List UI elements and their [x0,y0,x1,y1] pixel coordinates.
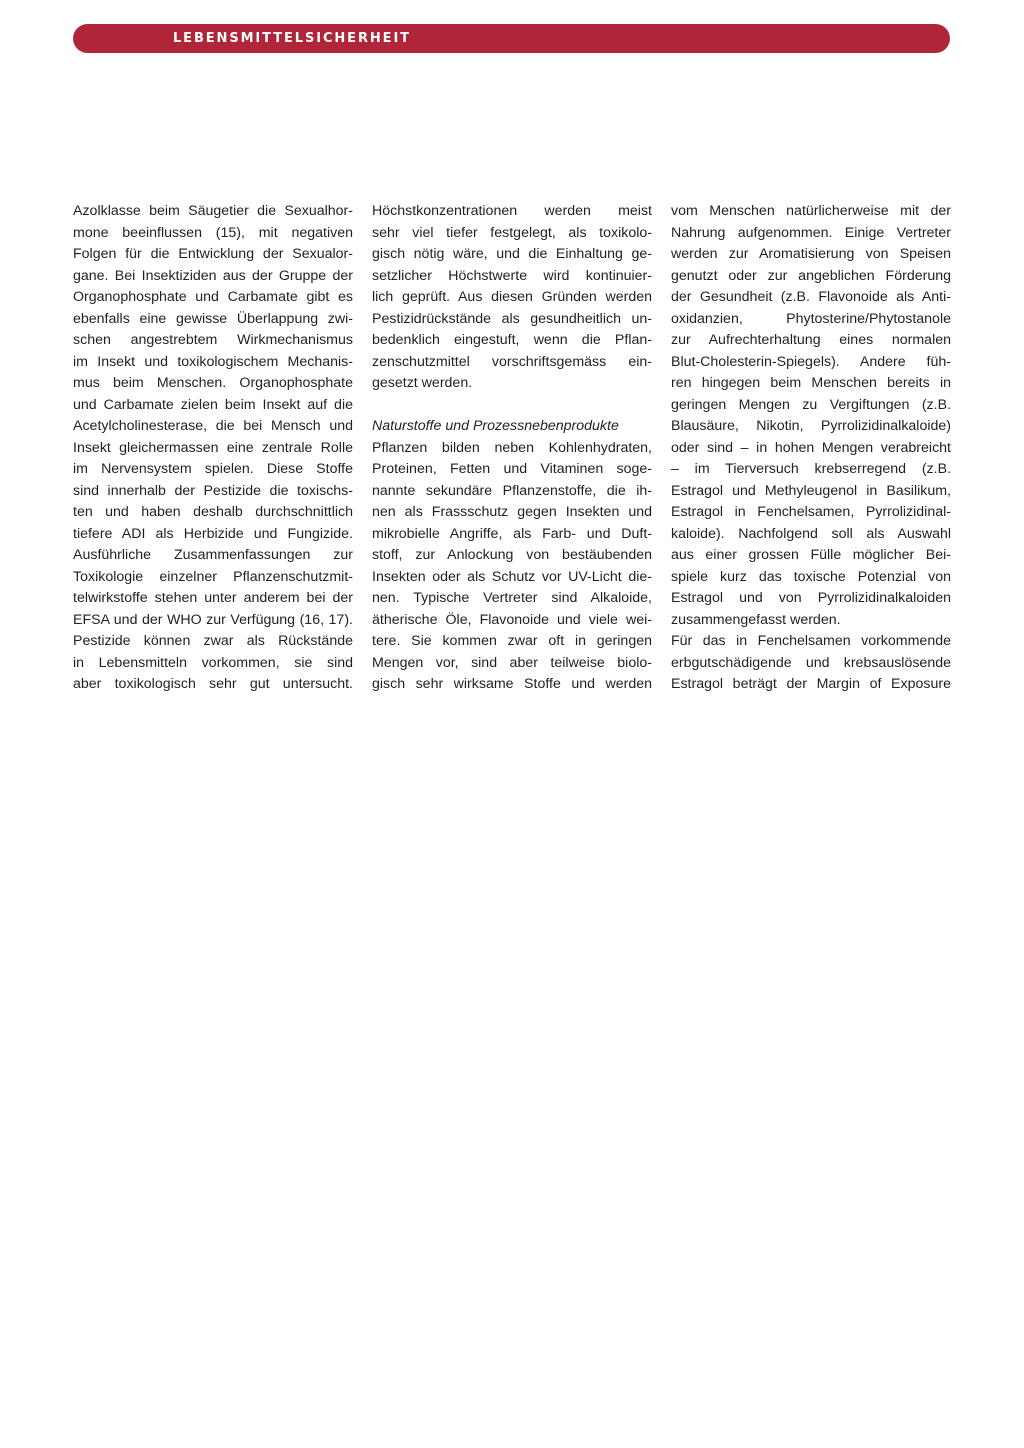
text-line: aus einer grossen Fülle möglicher Bei- [671,547,951,563]
text-line: Pflanzen bilden neben Kohlenhydraten, [372,439,652,456]
section-title: LEBENSMITTELSICHERHEIT [173,31,411,46]
text-line: genutzt oder zur angeblichen Förderung [671,267,951,284]
text-line: nen. Typische Vertreter sind Alkaloide, [372,590,652,606]
text-line: nen als Frassschutz gegen Insekten und [372,504,652,520]
text-line: ren hingegen beim Menschen bereits in [671,375,951,391]
text-line: setzlicher Höchstwerte wird kontinuier- [372,267,652,284]
text-line: Blut-Cholesterin-Spiegels). Andere füh- [671,353,951,370]
text-line: Azolklasse beim Säugetier die Sexualhor- [73,203,353,219]
text-line: oder sind – in hohen Mengen verabreicht [671,439,951,456]
text-line: Estragol beträgt der Margin of Exposure [671,676,951,692]
text-line: Insekten oder als Schutz vor UV-Licht die- [372,568,652,585]
text-column-3 [671,201,951,696]
text-line: mus beim Menschen. Organophosphate [73,375,353,391]
text-line: schen angestrebtem Wirkmechanismus [73,332,353,348]
text-line: Für das in Fenchelsamen vorkommende [671,633,951,649]
text-line: Estragol und Methyleugenol in Basilikum, [671,482,951,499]
text-line: sind innerhalb der Pestizide die toxischs- [73,482,353,499]
text-line: Höchstkonzentrationen werden meist [372,203,652,219]
text-line: – im Tierversuch krebserregend (z.B. [671,461,951,477]
text-line: gisch sehr wirksame Stoffe und werden [372,676,652,692]
text-line: ätherische Öle, Flavonoide und viele wei- [372,611,652,628]
text-line: aber toxikologisch sehr gut untersucht. [73,676,353,692]
text-column-2 [372,201,652,696]
text-line: gesetzt werden. [372,375,473,391]
text-line: nannte sekundäre Pflanzenstoffe, die ih- [372,482,652,499]
text-line: tere. Sie kommen zwar oft in geringen [372,633,652,649]
text-line: mikrobielle Angriffe, als Farb- und Duft- [372,525,652,542]
text-line: Pestizidrückstände als gesundheitlich un- [372,310,652,327]
text-line: Nahrung aufgenommen. Einige Vertreter [671,224,951,241]
text-line: stoff, zur Anlockung von bestäubenden [372,547,652,563]
text-line: ebenfalls eine gewisse Überlappung zwi- [73,310,353,327]
text-line: Estragol in Fenchelsamen, Pyrrolizidinal- [671,504,951,520]
text-line: kaloide). Nachfolgend soll als Auswahl [671,525,951,542]
section-subheading: Naturstoffe und Prozessnebenprodukte [372,418,619,434]
text-line: bedenklich eingestuft, wenn die Pflan- [372,332,652,348]
text-line: der Gesundheit (z.B. Flavonoide als Anti- [671,289,951,305]
text-line: und Carbamate zielen beim Insekt auf die [73,396,353,413]
text-line: Pestizide können zwar als Rückstände [73,633,353,649]
text-line: oxidanzien, Phytosterine/Phytostanole [671,310,951,327]
text-line: geringen Mengen zu Vergiftungen (z.B. [671,396,951,413]
text-line: erbgutschädigende und krebsauslösende [671,654,951,671]
text-line: im Insekt und toxikologischem Mechanis- [73,353,353,370]
text-line: in Lebensmitteln vorkommen, sie sind [73,654,353,671]
text-line: zur Aufrechterhaltung eines normalen [671,332,951,348]
text-line: tiefere ADI als Herbizide und Fungizide. [73,525,353,542]
text-line: Ausführliche Zusammenfassungen zur [73,547,353,563]
text-line: Proteinen, Fetten und Vitaminen soge- [372,461,652,477]
text-line: spiele kurz das toxische Potenzial von [671,568,951,585]
text-line: Mengen vor, sind aber teilweise biolo- [372,654,652,671]
text-line: sehr viel tiefer festgelegt, als toxikolo- [372,224,652,241]
text-line: Toxikologie einzelner Pflanzenschutzmit- [73,568,353,585]
text-line: Acetylcholinesterase, die bei Mensch und [73,418,353,434]
text-line: Insekt gleichermassen eine zentrale Rolle [73,439,353,456]
text-line: gane. Bei Insektiziden aus der Gruppe der [73,267,353,284]
text-line: Organophosphate und Carbamate gibt es [73,289,353,305]
text-line: ten und haben deshalb durchschnittlich [73,504,353,520]
text-line: im Nervensystem spielen. Diese Stoffe [73,461,353,477]
text-column-1 [73,201,353,696]
text-line: zusammengefasst werden. [671,611,841,628]
text-line: zenschutzmittel vorschriftsgemäss ein- [372,353,652,370]
text-line: lich geprüft. Aus diesen Gründen werden [372,289,652,305]
text-line: gisch nötig wäre, und die Einhaltung ge- [372,246,652,262]
paragraph-gap [372,395,652,417]
text-line: telwirkstoffe stehen unter anderem bei der [73,590,353,606]
text-line: vom Menschen natürlicherweise mit der [671,203,951,219]
text-line: Folgen für die Entwicklung der Sexualor- [73,246,353,262]
text-line: mone beeinflussen (15), mit negativen [73,224,353,241]
text-line: Blausäure, Nikotin, Pyrrolizidinalkaloide) [671,418,951,434]
text-line: EFSA und der WHO zur Verfügung (16, 17). [73,611,353,628]
text-line: werden zur Aromatisierung von Speisen [671,246,951,262]
section-header-bar [73,24,950,53]
text-line: Estragol und von Pyrrolizidinalkaloiden [671,590,951,606]
